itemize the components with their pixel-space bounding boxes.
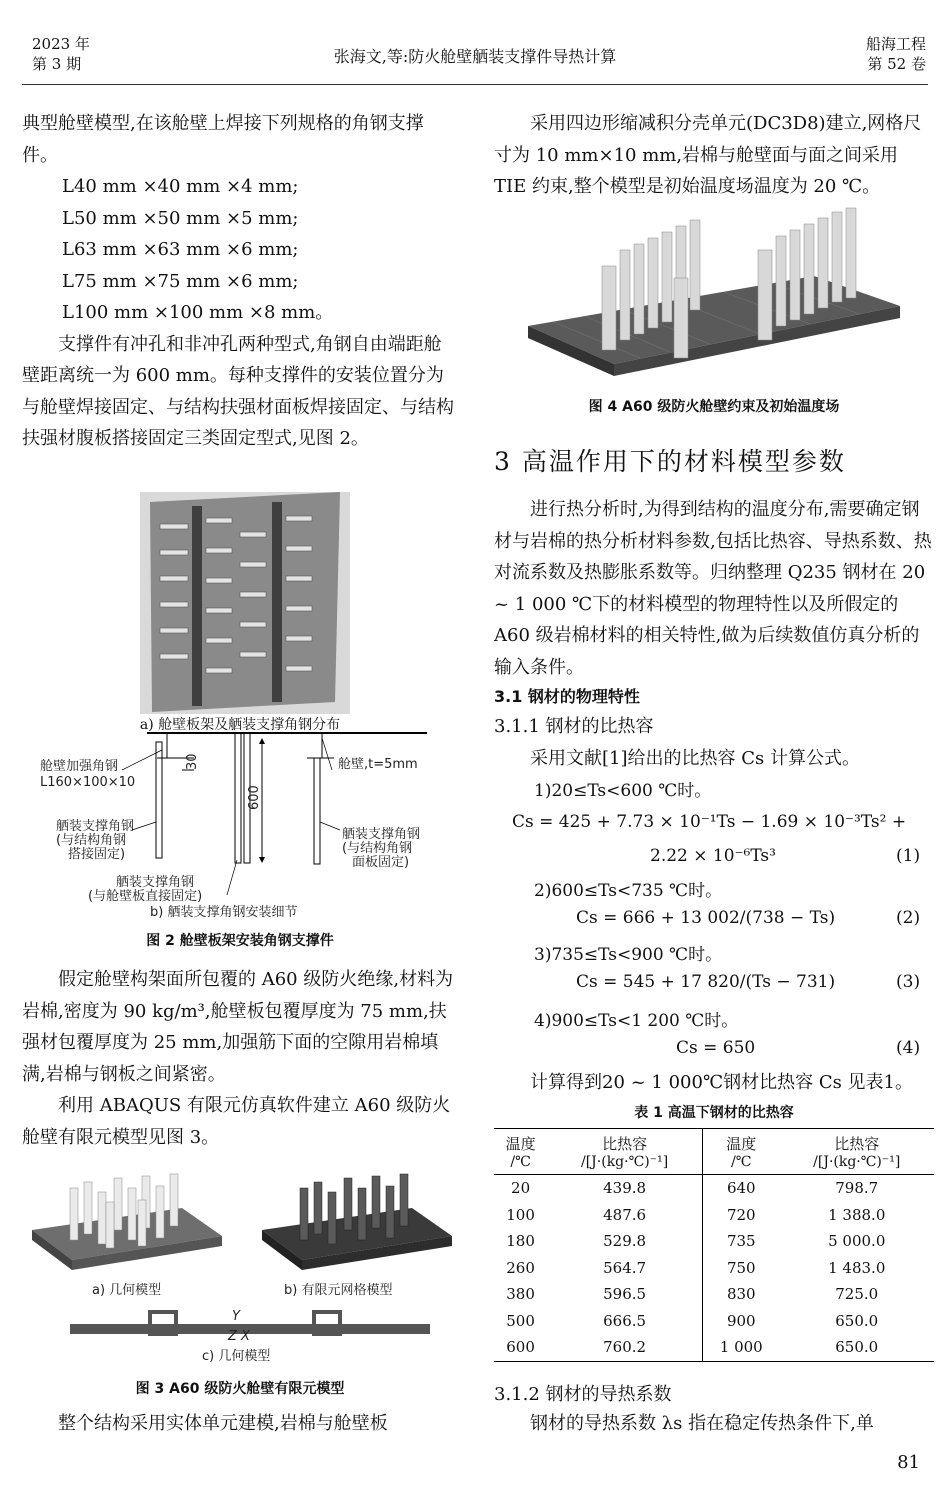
spec-4: L75 mm ×75 mm ×6 mm; bbox=[62, 270, 299, 292]
cell: 596.5 bbox=[603, 1285, 647, 1304]
cell: 1 483.0 bbox=[828, 1258, 886, 1277]
left-para-5: 整个结构采用实体单元建模,岩棉与舱壁板 bbox=[58, 1413, 388, 1434]
spec-2: L50 mm ×50 mm ×5 mm; bbox=[62, 207, 299, 229]
label-bulkhead: 舱壁,t=5mm bbox=[338, 757, 418, 772]
cell: 5 000.0 bbox=[828, 1232, 886, 1251]
th-temp-2: 温度 bbox=[703, 1129, 780, 1155]
left-para-4: 利用 ABAQUS 有限元仿真软件建立 A60 级防火舱壁有限元模型见图 3。 bbox=[22, 1095, 451, 1148]
figure-3-caption: 图 3 A60 级防火舱壁有限元模型 bbox=[135, 1381, 345, 1397]
right-para-5: 钢材的导热系数 λs 指在稳定传热条件下,单 bbox=[530, 1413, 874, 1434]
table-row bbox=[494, 1255, 934, 1282]
equation-4-number: (4) bbox=[896, 1038, 921, 1058]
equation-1-line-2: 2.22 × 10⁻⁶Ts³ bbox=[650, 846, 776, 866]
cell: 666.5 bbox=[603, 1311, 647, 1330]
label-stiffener: 舱壁加强角钢 bbox=[40, 759, 119, 774]
cell: 487.6 bbox=[603, 1205, 647, 1224]
label-lap-1: 舾装支撑角钢 bbox=[56, 819, 135, 834]
cell: 750 bbox=[703, 1255, 780, 1282]
cell: 100 bbox=[506, 1205, 535, 1224]
cell: 760.2 bbox=[547, 1334, 702, 1361]
th-unit-temp-2: /℃ bbox=[703, 1154, 780, 1175]
left-para-1: 典型舱壁模型,在该舱壁上焊接下列规格的角钢支撑件。 bbox=[22, 113, 424, 166]
figure-2a-image bbox=[140, 492, 350, 714]
label-face-1: 舾装支撑角钢 bbox=[342, 827, 421, 842]
label-face-3: 面板固定) bbox=[352, 855, 410, 870]
section-3-heading: 3 高温作用下的材料模型参数 bbox=[494, 447, 846, 476]
cell: 735 bbox=[703, 1228, 780, 1255]
figure-2b-drawing bbox=[22, 730, 458, 922]
cell: 500 bbox=[506, 1311, 535, 1330]
axis-y-label: Y bbox=[232, 1309, 240, 1324]
th-unit-temp-1: /℃ bbox=[494, 1154, 547, 1175]
table-1-caption: 表 1 高温下钢材的比热容 bbox=[634, 1105, 794, 1121]
left-para-2: 支撑件有冲孔和非冲孔两种型式,角钢自由端距舱壁距离统一为 600 mm。每种支撑件的安装位置分为与舱壁焊接固定、与结构扶强材面板焊接固定、与结构扶强材腹板搭接固定三类固定型式,见图 2。 bbox=[22, 333, 454, 449]
cell: 380 bbox=[506, 1285, 535, 1304]
header-journal: 船海工程 bbox=[865, 35, 926, 53]
cell: 720 bbox=[703, 1202, 780, 1229]
equation-1-line-1: Cs = 425 + 7.73 × 10⁻¹Ts − 1.69 × 10⁻³Ts² + bbox=[512, 812, 907, 832]
cell: 650.0 bbox=[835, 1311, 879, 1330]
cell: 439.8 bbox=[603, 1179, 647, 1198]
label-lap-2: (与结构角钢 bbox=[56, 833, 127, 848]
cell: 180 bbox=[506, 1232, 535, 1251]
figure-3c-label: c) 几何模型 bbox=[202, 1349, 271, 1364]
cell: 564.7 bbox=[603, 1258, 647, 1277]
th-heat-1: 比热容 bbox=[547, 1129, 702, 1155]
left-column-mid bbox=[22, 964, 458, 1153]
th-unit-heat-1: /[J·(kg·℃)⁻¹] bbox=[547, 1154, 702, 1175]
cell: 650.0 bbox=[780, 1334, 935, 1361]
subsection-3-1: 3.1 钢材的物理特性 bbox=[494, 687, 640, 706]
table-row bbox=[494, 1281, 934, 1308]
cell: 600 bbox=[494, 1334, 547, 1361]
label-30: 30 bbox=[185, 753, 200, 770]
label-direct-1: 舾装支撑角钢 bbox=[116, 875, 195, 890]
right-para-1: 采用四边形缩减积分壳单元(DC3D8)建立,网格尺寸为 10 mm×10 mm,岩棉与舱壁面与面之间采用 TIE 约束,整个模型是初始温度场温度为 20 ℃。 bbox=[494, 113, 922, 197]
figure-2a-label: a) 舱壁板架及舾装支撑角钢分布 bbox=[139, 717, 341, 733]
figure-2b-label: b) 舾装支撑角钢安装细节 bbox=[150, 905, 298, 920]
cell: 20 bbox=[511, 1179, 531, 1198]
figure-3a-label: a) 几何模型 bbox=[92, 1283, 162, 1298]
cell: 830 bbox=[703, 1281, 780, 1308]
cell: 900 bbox=[703, 1308, 780, 1335]
condition-2: 2)600≤Ts<735 ℃时。 bbox=[534, 881, 723, 901]
label-600: 600 bbox=[247, 785, 262, 810]
label-lap-3: 搭接固定) bbox=[68, 847, 126, 862]
th-unit-heat-2: /[J·(kg·℃)⁻¹] bbox=[780, 1154, 935, 1175]
header-rule bbox=[22, 84, 928, 85]
figure-2-caption: 图 2 舱壁板架安装角钢支撑件 bbox=[146, 933, 334, 949]
condition-3: 3)735≤Ts<900 ℃时。 bbox=[534, 945, 723, 965]
subsection-3-1-2: 3.1.2 钢材的导热系数 bbox=[494, 1384, 672, 1405]
label-direct-2: (与舱壁板直接固定) bbox=[88, 889, 203, 904]
label-stiffener-size: L160×100×10 bbox=[40, 775, 136, 790]
cell: 1 000 bbox=[703, 1334, 780, 1361]
table-row bbox=[494, 1228, 934, 1255]
condition-4: 4)900≤Ts<1 200 ℃时。 bbox=[534, 1011, 739, 1031]
cell: 260 bbox=[506, 1258, 535, 1277]
spec-5: L100 mm ×100 mm ×8 mm。 bbox=[62, 302, 334, 323]
cell: 1 388.0 bbox=[828, 1205, 886, 1224]
cell: 725.0 bbox=[835, 1285, 879, 1304]
header-volume: 第 52 卷 bbox=[867, 55, 926, 73]
header-issue: 第 3 期 bbox=[32, 55, 82, 73]
th-heat-2: 比热容 bbox=[780, 1129, 935, 1155]
table-row bbox=[494, 1175, 934, 1202]
equation-1-number: (1) bbox=[896, 846, 921, 866]
table-row bbox=[494, 1308, 934, 1335]
spec-3: L63 mm ×63 mm ×6 mm; bbox=[62, 239, 299, 260]
equation-2: Cs = 666 + 13 002/(738 − Ts) bbox=[576, 908, 836, 928]
axis-zx-label: Z X bbox=[228, 1329, 250, 1344]
left-para-3: 假定舱壁构架面所包覆的 A60 级防火绝缘,材料为岩棉,密度为 90 kg/m³,舱壁板包覆厚度为 75 mm,扶强材包覆厚度为 25 mm,加强筋下面的空隙用岩棉填满,岩棉与钢板之间紧密。 bbox=[22, 969, 454, 1085]
spec-1: L40 mm ×40 mm ×4 mm; bbox=[62, 176, 299, 197]
equation-4: Cs = 650 bbox=[676, 1038, 756, 1058]
th-temp-1: 温度 bbox=[494, 1129, 547, 1155]
label-face-2: (与结构角钢 bbox=[342, 841, 413, 856]
table-row bbox=[494, 1202, 934, 1229]
cell: 529.8 bbox=[603, 1232, 647, 1251]
header-year: 2023 年 bbox=[32, 35, 90, 53]
cell: 798.7 bbox=[835, 1179, 879, 1198]
figure-3-image bbox=[22, 1158, 458, 1368]
figure-4-caption: 图 4 A60 级防火舱壁约束及初始温度场 bbox=[588, 399, 840, 415]
figure-4-image bbox=[524, 206, 904, 380]
cell: 640 bbox=[703, 1175, 780, 1202]
right-para-2: 进行热分析时,为得到结构的温度分布,需要确定钢材与岩棉的热分析材料参数,包括比热容、导热系数、热对流系数及热膨胀系数等。归纳整理 Q235 钢材在 20 ~ 1 000 ℃下的材料模型的物理特性以及所假定的 A60 级岩棉材料的相关特性,做为后续数值仿真分析的输入条件。 bbox=[494, 499, 932, 678]
header-title: 张海文,等:防火舱壁舾装支撑件导热计算 bbox=[333, 47, 617, 66]
left-column-top bbox=[22, 108, 458, 455]
table-row bbox=[494, 1334, 934, 1361]
equation-2-number: (2) bbox=[896, 908, 921, 928]
page-number: 81 bbox=[897, 1452, 920, 1473]
equation-3: Cs = 545 + 17 820/(Ts − 731) bbox=[576, 972, 836, 992]
table-1 bbox=[494, 1128, 934, 1362]
figure-3b-label: b) 有限元网格模型 bbox=[284, 1283, 393, 1298]
right-para-3: 采用文献[1]给出的比热容 Cs 计算公式。 bbox=[530, 748, 860, 769]
right-para-4: 计算得到20 ~ 1 000℃钢材比热容 Cs 见表1。 bbox=[530, 1072, 913, 1093]
condition-1: 1)20≤Ts<600 ℃时。 bbox=[534, 781, 712, 801]
header-right bbox=[866, 34, 926, 74]
subsection-3-1-1: 3.1.1 钢材的比热容 bbox=[494, 716, 654, 737]
equation-3-number: (3) bbox=[896, 972, 921, 992]
